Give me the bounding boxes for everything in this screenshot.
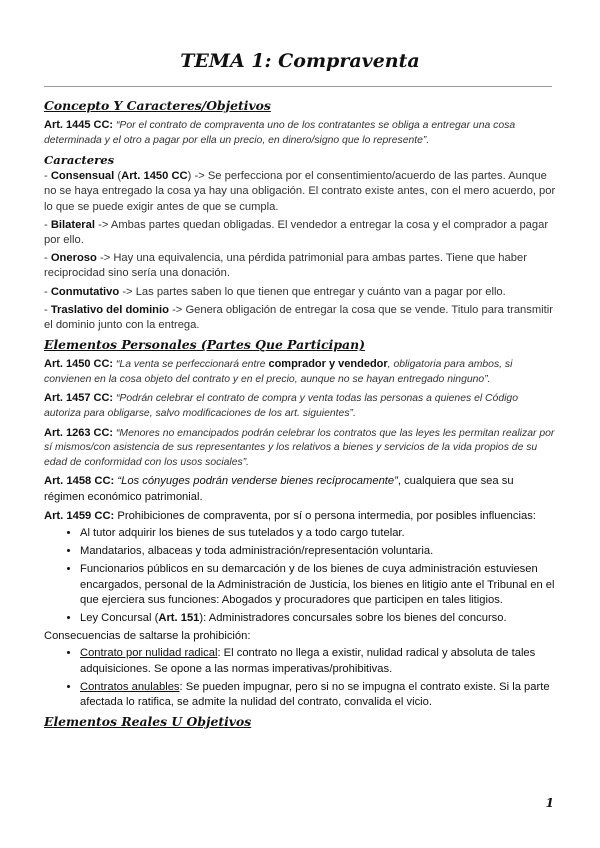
caracter-term: Consensual	[50, 170, 115, 183]
article-quote: “Menores no emancipados podrán celebrar los contratos que las leyes les permitan realizar por sí mismos/con asistencia de sus representantes y los relativos a bienes y servicios de la vida propios de su edad de conformidad con los usos sociales”.	[44, 427, 555, 468]
prohibiciones-term: Prohibiciones	[117, 509, 185, 522]
page-number: 1	[545, 796, 554, 810]
subheading-caracteres: Caracteres	[44, 153, 115, 168]
caracter-term: Conmutativo	[50, 285, 120, 298]
caracter-item: - Consensual (Art. 1450 CC) -> Se perfecciona por el consentimiento/acuerdo de las partes. Aunque no se haya entregado la cosa ya hay una obligación. El contrato existe antes, con el mero acuerdo, por lo que se puede exigir antes de que se cumpla.	[44, 170, 556, 213]
consecuencias-label: Consecuencias de saltarse la prohibición:	[44, 630, 251, 643]
article-quote: “Por el contrato de compraventa uno de los contratantes se obliga a entregar una cosa determinada y el otro a pagar por ella un precio, en dinero/signo que lo represente”.	[44, 120, 516, 146]
caracter-item: - Bilateral -> Ambas partes quedan obligadas. El vendedor a entregar la cosa y el comprador a pagar por ello.	[44, 218, 549, 246]
caracter-item: - Conmutativo -> Las partes saben lo que tienen que entregar y cuánto van a pagar por ello.	[44, 285, 506, 298]
art-1263-paragraph	[44, 426, 556, 471]
article-ref: Art. 151	[158, 612, 200, 624]
list-item: • Ley Concursal (Art. 151): Administradores concursales sobre los bienes del concurso.	[80, 611, 556, 626]
art-1459-paragraph: Art. 1459 CC: Prohibiciones de compraventa, por sí o persona intermedia, por posibles influencias:	[44, 509, 536, 522]
art-1457-paragraph	[44, 391, 556, 421]
consecuencia-term: Contrato por nulidad radical	[80, 647, 218, 660]
caracter-term: Oneroso	[50, 252, 97, 265]
article-ref: Art. 1459 CC:	[44, 509, 115, 522]
art-1450-paragraph: Art. 1450 CC: “La venta se perfeccionará entre comprador y vendedor, obligatoria para ambos, si convienen en la cosa objeto del contrato y en el precio, aunque no se hayan entregado ninguno”.	[44, 358, 513, 385]
list-item: • Al tutor adquirir los bienes de sus tutelados y a todo cargo tutelar.	[80, 526, 556, 541]
prohibiciones-list	[44, 526, 556, 626]
list-item: • Contratos anulables: Se pueden impugnar, pero si no se impugna el contrato existe. Si la parte afectada lo ratifica, se admite la nulidad del contrato, convalida el vicio.	[80, 680, 556, 710]
article-quote: “Podrán celebrar el contrato de compra y venta todas las personas a quienes el Código autoriza para obligarse, salvo modificaciones de los art. siguientes”.	[44, 393, 518, 419]
list-item: • Funcionarios públicos en su demarcación y de los bienes de cuya administración estuviesen encargados, personal de la Administración de Justicia, los bienes en litigio ante el Tribunal en el que ejerciera sus funciones: Abogados y procuradores que participen en tales litigios.	[80, 562, 556, 608]
document-body	[44, 97, 556, 734]
caracter-item: - Traslativo del dominio -> Genera obligación de entregar la cosa que se vende. Titulo para transmitir el dominio junto con la entrega.	[44, 303, 553, 332]
article-ref: Art. 1450 CC:	[44, 358, 114, 371]
section-heading-elementos-personales: Elementos Personales (Partes Que Participan)	[44, 337, 365, 353]
section-heading-elementos-reales: Elementos Reales U Objetivos	[44, 714, 252, 730]
consecuencias-list	[44, 646, 556, 710]
article-ref: Art. 1458 CC:	[44, 475, 115, 488]
caracter-term: Bilateral	[50, 218, 95, 231]
article-ref: Art. 1457 CC:	[44, 392, 114, 405]
article-ref: Art. 1445 CC:	[44, 119, 114, 131]
caracter-term: Traslativo del dominio	[50, 303, 169, 316]
consecuencia-term: Contratos anulables	[80, 680, 180, 693]
article-ref: Art. 1450 CC	[121, 170, 188, 183]
page-title: TEMA 1: Compraventa	[180, 50, 420, 72]
caracter-item: - Oneroso -> Hay una equivalencia, una pérdida patrimonial para ambas partes. Tiene que haber reciprocidad sino sería una donación.	[44, 252, 527, 280]
article-ref: Art. 1263 CC:	[44, 426, 114, 439]
art-1458-paragraph: Art. 1458 CC: “Los cónyuges podrán venderse bienes recíprocamente”, cualquiera que sea su régimen económico patrimonial.	[44, 475, 514, 503]
art-1445-paragraph	[44, 118, 556, 148]
title-divider	[44, 86, 552, 87]
list-item: • Contrato por nulidad radical: El contrato no llega a existir, nulidad radical y absoluta de tales adquisiciones. Se opone a las normas imperativas/prohibitivas.	[80, 646, 556, 676]
article-quote: “Los cónyuges podrán venderse bienes recíprocamente”	[117, 475, 398, 488]
section-heading-concepto: Concepto Y Caracteres/Objetivos	[44, 98, 271, 113]
list-item: • Mandatarios, albaceas y toda administración/representación voluntaria.	[80, 544, 556, 559]
